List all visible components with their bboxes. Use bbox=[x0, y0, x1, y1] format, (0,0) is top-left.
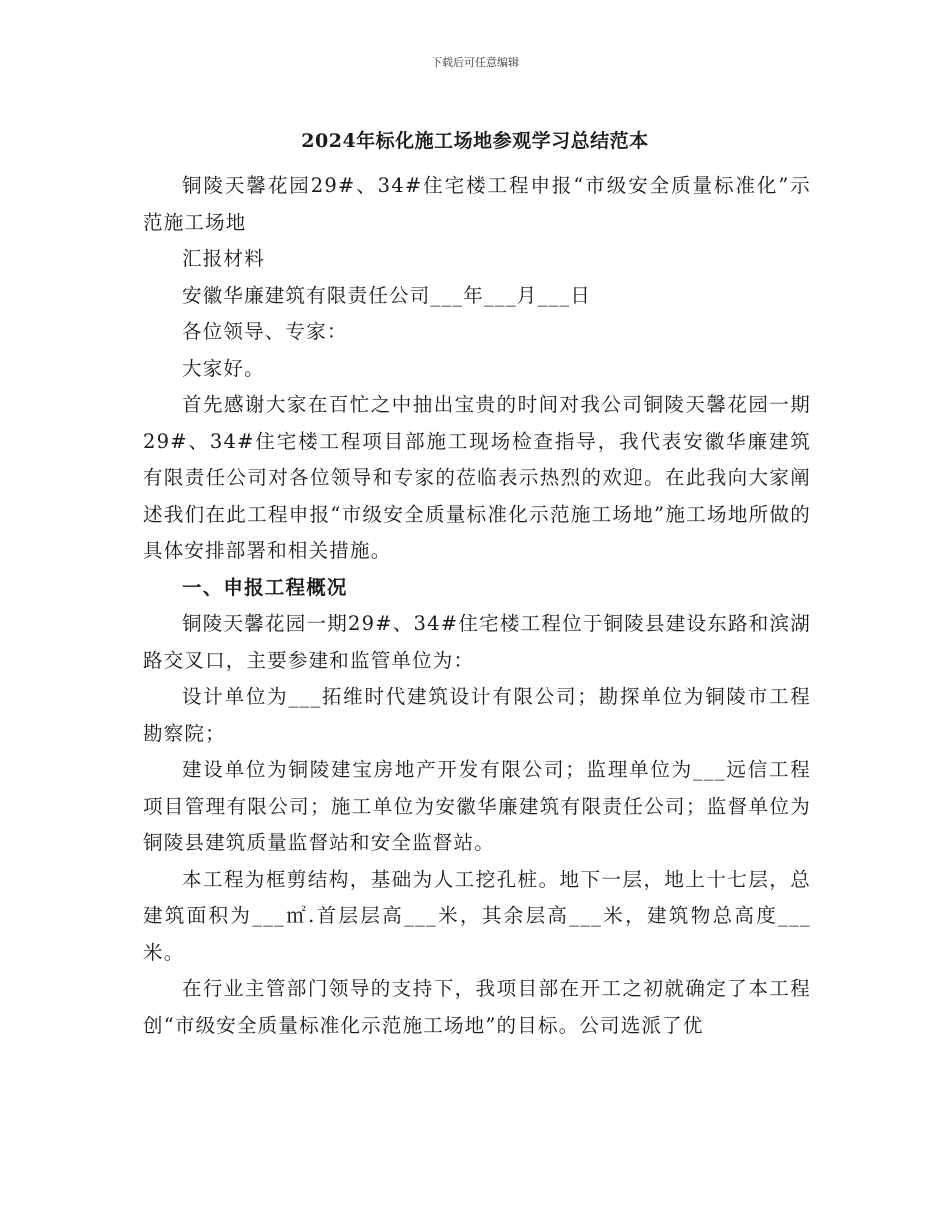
paragraph-company-date: 安徽华廉建筑有限责任公司___年___月___日 bbox=[182, 283, 592, 307]
document-title: 2024年标化施工场地参观学习总结范本 bbox=[301, 130, 649, 152]
paragraph-design-units: 设计单位为___拓维时代建筑设计有限公司；勘探单位为铜陵市工程勘察院； bbox=[143, 685, 811, 745]
section-heading-overview: 一、申报工程概况 bbox=[182, 575, 348, 599]
paragraph-location: 铜陵天馨花园一期29#、34#住宅楼工程位于铜陵县建设东路和滨湖路交叉口，主要参建和监管单位为： bbox=[143, 612, 811, 672]
paragraph-construction-units: 建设单位为铜陵建宝房地产开发有限公司；监理单位为___远信工程项目管理有限公司；施工单位为安徽华廉建筑有限责任公司；监督单位为铜陵县建筑质量监督站和安全监督站。 bbox=[143, 758, 811, 854]
document-body bbox=[143, 168, 811, 1044]
paragraph-structure: 本工程为框剪结构，基础为人工挖孔桩。地下一层，地上十七层，总建筑面积为___㎡.首层层高___米，其余层高___米，建筑物总高度___米。 bbox=[143, 867, 811, 964]
header-note: 下载后可任意编辑 bbox=[431, 56, 519, 69]
paragraph-salutation: 各位领导、专家： bbox=[182, 320, 348, 343]
paragraph-project-name: 铜陵天馨花园29#、34#住宅楼工程申报“市级安全质量标准化”示范施工场地 bbox=[143, 174, 811, 234]
paragraph-goal: 在行业主管部门领导的支持下，我项目部在开工之初就确定了本工程创“市级安全质量标准化示范施工场地”的目标。公司选派了优 bbox=[143, 977, 811, 1037]
paragraph-intro: 首先感谢大家在百忙之中抽出宝贵的时间对我公司铜陵天馨花园一期29#、34#住宅楼工程项目部施工现场检查指导，我代表安徽华廉建筑有限责任公司对各位领导和专家的莅临表示热烈的欢迎。在此我向大家阐述我们在此工程申报“市级安全质量标准化示范施工场地”施工场地所做的具体安排部署和相关措施。 bbox=[143, 393, 811, 562]
paragraph-report-label: 汇报材料 bbox=[182, 247, 265, 270]
paragraph-greeting: 大家好。 bbox=[182, 356, 265, 380]
